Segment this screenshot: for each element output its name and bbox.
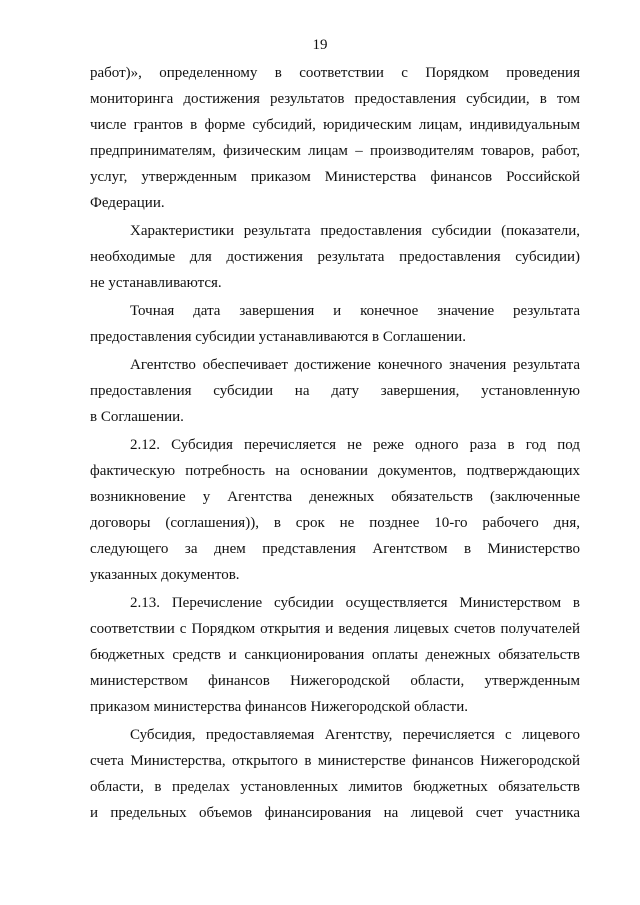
text-line: предоставления субсидии на дату завершения, установленную [90, 383, 580, 399]
document-body [90, 64, 580, 830]
text-line: договоры (соглашения)), в срок не позднее 10-го рабочего дня, [90, 515, 580, 531]
text-line: приказом министерства финансов Нижегородской области. [90, 699, 468, 715]
text-line: Федерации. [90, 195, 165, 211]
text-line: и предельных объемов финансирования на лицевой счет участника [90, 805, 580, 821]
text-line: следующего за днем представления Агентством в Министерство [90, 541, 580, 557]
text-line: министерством финансов Нижегородской области, утвержденным [90, 673, 580, 689]
text-line: предоставления субсидии устанавливаются в Соглашении. [90, 329, 466, 345]
text-line: не устанавливаются. [90, 275, 222, 291]
text-line: соответствии с Порядком открытия и ведения лицевых счетов получателей [90, 621, 580, 637]
text-line: Характеристики результата предоставления субсидии (показатели, [130, 223, 580, 239]
text-line: предпринимателям, физическим лицам – производителям товаров, работ, [90, 143, 580, 159]
text-line: указанных документов. [90, 567, 240, 583]
text-line: счета Министерства, открытого в министерстве финансов Нижегородской [90, 753, 580, 769]
text-line: 2.12. Субсидия перечисляется не реже одного раза в год под [130, 437, 580, 453]
text-line: Субсидия, предоставляемая Агентству, перечисляется с лицевого [130, 727, 580, 743]
text-line: бюджетных средств и санкционирования оплаты денежных обязательств [90, 647, 580, 663]
text-line: работ)», определенному в соответствии с Порядком проведения [90, 65, 580, 81]
paragraph-completion-date [90, 302, 580, 354]
text-line: Точная дата завершения и конечное значение результата [130, 303, 580, 319]
paragraph-agency-achievement [90, 356, 580, 434]
text-line: в Соглашении. [90, 409, 184, 425]
text-line: необходимые для достижения результата предоставления субсидии) [90, 249, 580, 265]
text-line: фактическую потребность на основании документов, подтверждающих [90, 463, 580, 479]
text-line: услуг, утвержденным приказом Министерства финансов Российской [90, 169, 580, 185]
page-number: 19 [312, 37, 328, 53]
text-line: числе грантов в форме субсидий, юридическим лицам, индивидуальным [90, 117, 580, 133]
text-line: области, в пределах установленных лимитов бюджетных обязательств [90, 779, 580, 795]
paragraph-subsidy-transfer [90, 726, 580, 830]
text-line: Агентство обеспечивает достижение конечного значения результата [130, 357, 580, 373]
paragraph-continuation [90, 64, 580, 220]
text-line: 2.13. Перечисление субсидии осуществляется Министерством в [130, 595, 580, 611]
paragraph-2-12 [90, 436, 580, 592]
paragraph-2-13 [90, 594, 580, 724]
paragraph-result-characteristics [90, 222, 580, 300]
text-line: возникновение у Агентства денежных обязательств (заключенные [90, 489, 580, 505]
text-line: мониторинга достижения результатов предоставления субсидии, в том [90, 91, 580, 107]
